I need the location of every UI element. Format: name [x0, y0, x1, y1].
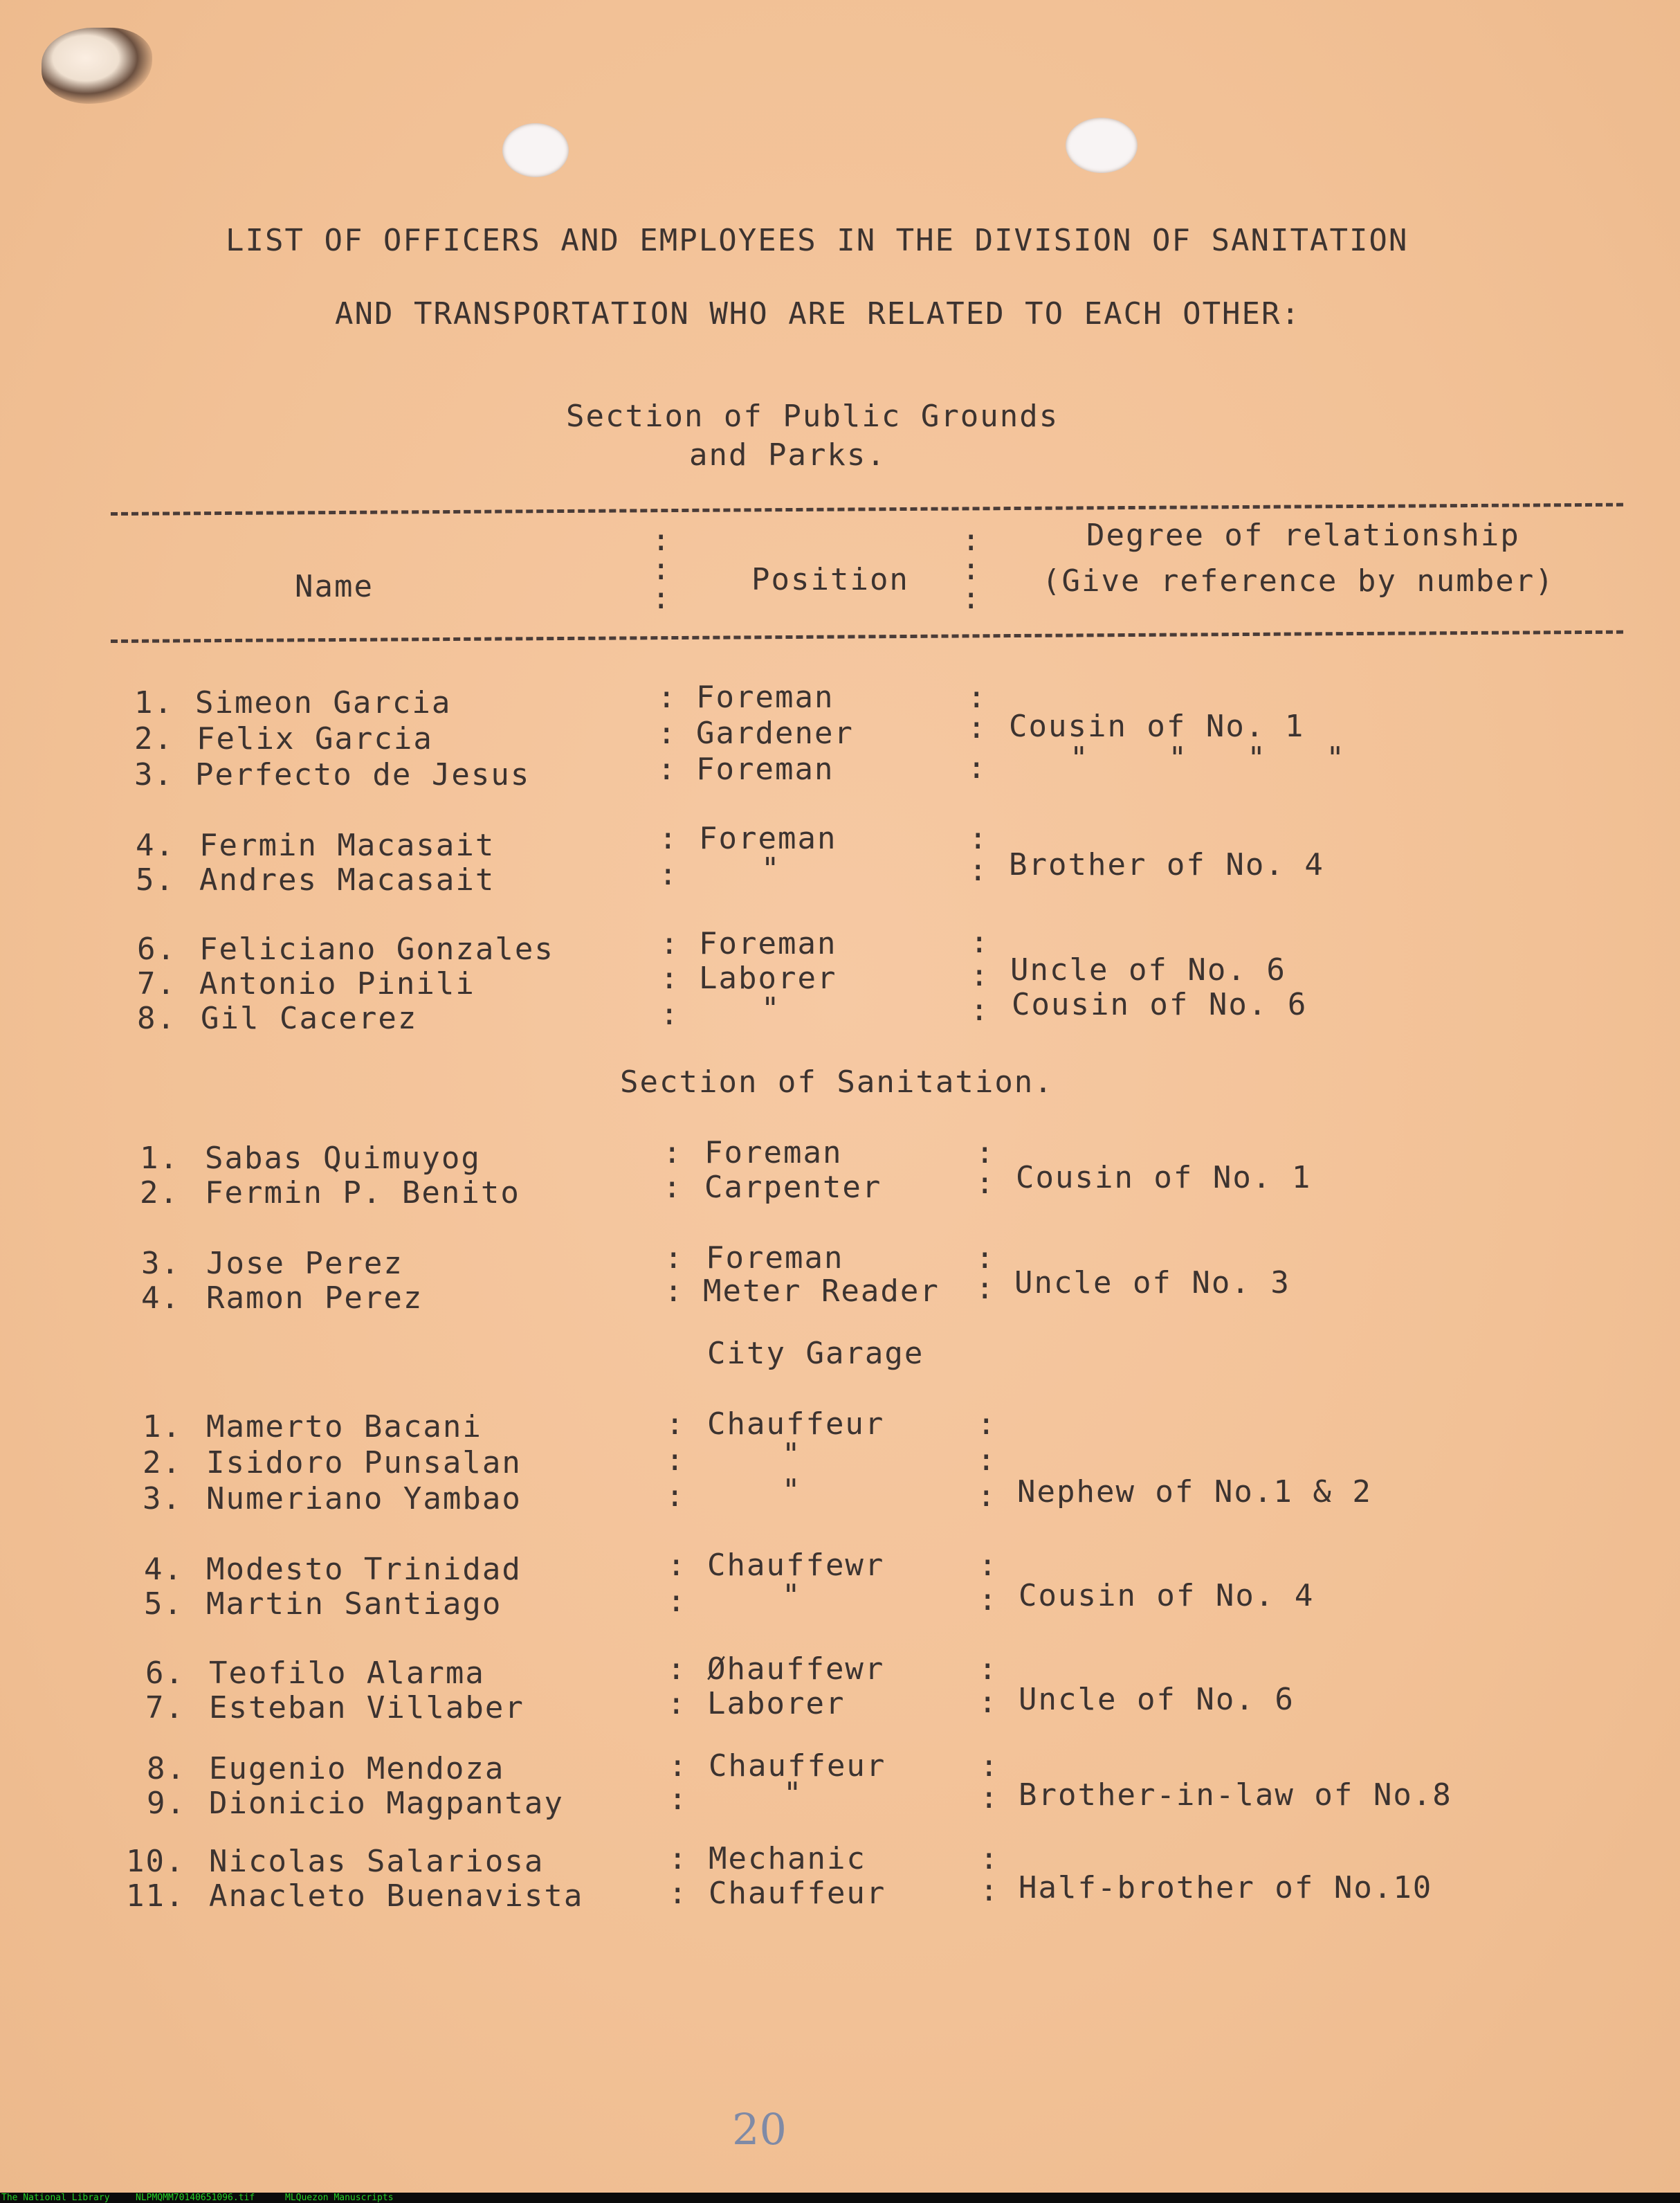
row-relation: Half-brother of No.10 [1019, 1870, 1433, 1905]
row-name: Nicolas Salariosa [209, 1844, 545, 1879]
row-name: Eugenio Mendoza [209, 1751, 505, 1786]
row-colon: : [663, 1170, 683, 1205]
row-name: Mamerto Bacani [206, 1409, 482, 1444]
row-colon: : [659, 857, 679, 892]
row-position: Gardener [696, 716, 854, 751]
page-number: 20 [732, 2104, 787, 2155]
row-relation: Brother of No. 4 [1009, 847, 1324, 882]
row-position: Foreman [706, 1240, 844, 1276]
row-colon: : [659, 821, 679, 856]
row-colon: : [976, 1240, 996, 1276]
document-title-line-1: LIST OF OFFICERS AND EMPLOYEES IN THE DIVISION OF SANITATION [226, 223, 1409, 258]
column-header-degree-line-1: Degree of relationship [1086, 518, 1520, 553]
row-colon: : [668, 1841, 688, 1876]
row-position: Laborer [699, 961, 837, 996]
row-colon: : [660, 961, 680, 996]
row-colon: : [978, 1685, 998, 1720]
row-relation: Uncle of No. 6 [1010, 952, 1286, 988]
row-colon: : [668, 1876, 688, 1911]
row-position: Carpenter [704, 1170, 882, 1205]
row-colon: : [976, 1271, 996, 1306]
row-number: 9. [147, 1786, 186, 1821]
row-colon: : [976, 1135, 996, 1170]
row-number: 4. [144, 1552, 183, 1587]
row-number: 6. [145, 1656, 185, 1691]
section-title-city-garage: City Garage [707, 1336, 924, 1371]
row-relation: Uncle of No. 6 [1019, 1682, 1295, 1717]
row-name: Dionicio Magpantay [209, 1786, 564, 1821]
section-title-public-grounds: Section of Public Grounds [566, 399, 1059, 434]
row-number: 1. [134, 685, 174, 720]
row-name: Fermin Macasait [199, 828, 495, 863]
row-name: Sabas Quimuyog [205, 1141, 481, 1176]
document-title-line-2: AND TRANSPORTATION WHO ARE RELATED TO EACH OTHER: [335, 296, 1302, 332]
row-colon: : [978, 1582, 998, 1617]
row-position-ditto: " [782, 1437, 802, 1472]
row-colon: : [980, 1748, 1000, 1784]
row-position: Foreman [696, 680, 834, 715]
section-title-sanitation: Section of Sanitation. [620, 1064, 1054, 1100]
row-position: Laborer [707, 1686, 846, 1721]
row-name: Gil Cacerez [201, 1001, 418, 1036]
row-colon: : [664, 1273, 684, 1309]
row-number: 1. [143, 1409, 182, 1444]
row-position: Chauffeur [709, 1748, 886, 1784]
row-colon: : [970, 958, 990, 993]
row-colon: : [970, 992, 990, 1028]
row-colon: : [967, 750, 987, 786]
row-name: Isidoro Punsalan [206, 1445, 522, 1480]
row-colon: : [667, 1584, 687, 1619]
row-number: 11. [126, 1878, 185, 1914]
row-colon: : [657, 752, 677, 787]
row-name: Felix Garcia [197, 721, 433, 756]
row-position: Chauffeur [709, 1876, 886, 1911]
row-colon: : [977, 1406, 997, 1442]
row-relation: Cousin of No. 1 [1009, 709, 1305, 744]
row-number: 1. [140, 1141, 179, 1176]
row-position: Chauffeur [707, 1406, 885, 1442]
footer-library: The National Library [1, 2193, 110, 2203]
row-colon: : [667, 1651, 687, 1687]
row-name: Simeon Garcia [195, 685, 452, 720]
row-colon: : [980, 1873, 1000, 1908]
row-colon: : [969, 853, 989, 888]
row-colon: : [657, 680, 677, 715]
header-separator-1: : : : [652, 523, 672, 616]
row-number: 4. [141, 1280, 181, 1316]
footer-collection: MLQuezon Manuscripts [285, 2193, 394, 2203]
row-colon: : [664, 1240, 684, 1276]
column-header-position: Position [751, 562, 909, 597]
row-colon: : [666, 1406, 686, 1442]
row-relation: Cousin of No. 1 [1016, 1160, 1312, 1195]
row-number: 6. [137, 932, 176, 967]
row-colon: : [657, 716, 677, 751]
row-colon: : [980, 1780, 1000, 1815]
column-header-name: Name [295, 569, 374, 604]
row-position-ditto: " [761, 991, 781, 1026]
row-position: Foreman [699, 926, 837, 961]
row-position-ditto: " [782, 1473, 802, 1508]
row-number: 3. [134, 757, 174, 792]
row-colon: : [969, 821, 989, 856]
row-number: 2. [140, 1175, 179, 1211]
row-name: Fermin P. Benito [205, 1175, 520, 1211]
row-relation: Cousin of No. 4 [1019, 1578, 1315, 1613]
row-colon: : [978, 1651, 998, 1687]
row-colon: : [668, 1748, 688, 1784]
row-colon: : [667, 1686, 687, 1721]
row-number: 2. [143, 1445, 182, 1480]
row-position-ditto: " [783, 1776, 803, 1811]
row-number: 3. [143, 1481, 182, 1516]
row-number: 5. [136, 862, 175, 898]
row-colon: : [667, 1548, 687, 1583]
row-position: Meter Reader [703, 1273, 940, 1309]
row-colon: : [980, 1841, 1000, 1876]
punch-hole-right [1066, 118, 1138, 173]
row-position: Øhauffewr [707, 1651, 885, 1687]
header-separator-2: : : : [962, 523, 982, 616]
row-position-ditto: " [782, 1578, 802, 1613]
row-position: Foreman [696, 752, 834, 787]
row-colon: : [977, 1442, 997, 1478]
row-position: Foreman [704, 1135, 843, 1170]
row-relation: Uncle of No. 3 [1014, 1265, 1290, 1300]
row-colon: : [666, 1442, 686, 1478]
row-position: Foreman [699, 821, 837, 856]
row-colon: : [976, 1166, 996, 1201]
row-colon: : [660, 997, 680, 1032]
row-colon: : [970, 925, 990, 960]
row-name: Jose Perez [206, 1246, 403, 1281]
row-number: 10. [126, 1844, 185, 1879]
row-number: 3. [141, 1246, 181, 1281]
row-relation: Nephew of No.1 & 2 [1017, 1474, 1372, 1510]
punch-hole-left [502, 123, 569, 177]
row-number: 7. [137, 966, 176, 1001]
row-position-ditto: " [761, 851, 781, 887]
row-name: Numeriano Yambao [206, 1481, 522, 1516]
row-name: Teofilo Alarma [209, 1656, 485, 1691]
row-colon: : [668, 1782, 688, 1817]
row-name: Esteban Villaber [209, 1690, 524, 1725]
row-name: Modesto Trinidad [206, 1552, 522, 1587]
row-position: Chauffewr [707, 1548, 885, 1583]
row-colon: : [967, 680, 987, 715]
row-position: Mechanic [709, 1841, 866, 1876]
row-name: Ramon Perez [206, 1280, 423, 1316]
row-name: Antonio Pinili [199, 966, 475, 1001]
row-relation-ditto: " " " " [1070, 741, 1346, 776]
row-colon: : [977, 1478, 997, 1514]
row-name: Feliciano Gonzales [199, 932, 554, 967]
row-name: Anacleto Buenavista [209, 1878, 584, 1914]
column-header-degree-line-2: (Give reference by number) [1042, 563, 1555, 599]
row-relation: Cousin of No. 6 [1012, 987, 1308, 1022]
row-colon: : [666, 1478, 686, 1514]
row-colon: : [967, 710, 987, 745]
row-number: 7. [145, 1690, 185, 1725]
row-colon: : [978, 1548, 998, 1583]
row-colon: : [660, 926, 680, 961]
section-title-parks: and Parks. [689, 437, 886, 473]
row-number: 2. [134, 721, 174, 756]
footer-file: NLPMQMM70140651096.tif [136, 2193, 255, 2203]
archive-footer [0, 2193, 1680, 2203]
row-name: Martin Santiago [206, 1586, 502, 1622]
row-colon: : [663, 1135, 683, 1170]
row-number: 5. [144, 1586, 183, 1622]
row-relation: Brother-in-law of No.8 [1019, 1777, 1452, 1813]
row-number: 8. [137, 1001, 176, 1036]
row-name: Andres Macasait [199, 862, 495, 898]
row-name: Perfecto de Jesus [195, 757, 531, 792]
row-number: 4. [136, 828, 175, 863]
row-number: 8. [147, 1751, 186, 1786]
